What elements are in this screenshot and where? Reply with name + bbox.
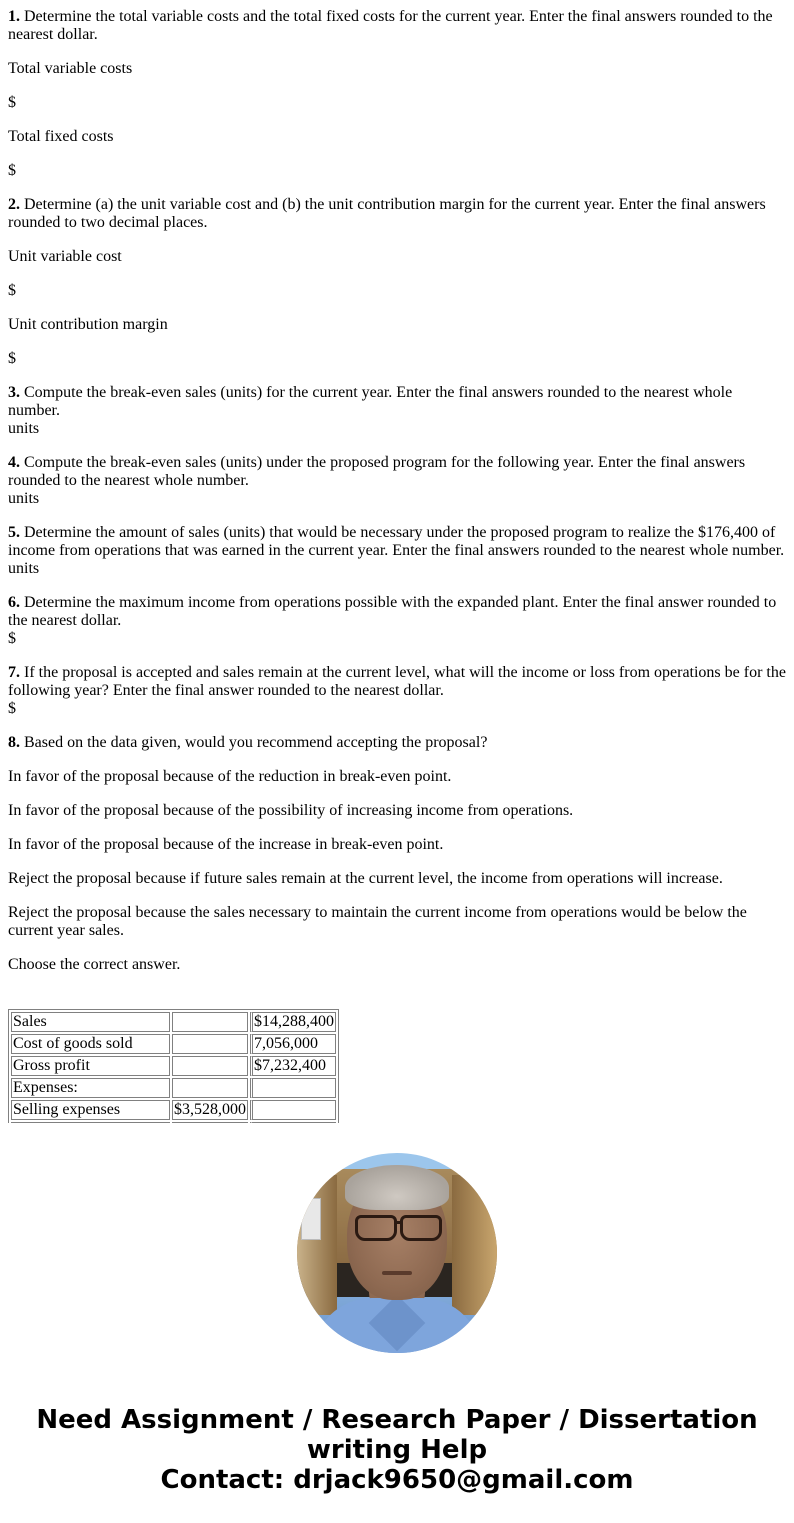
question-number: 3.: [8, 384, 20, 401]
answer-option-1[interactable]: In favor of the proposal because of the reduction in break-even point.: [8, 768, 452, 785]
glasses-icon: [400, 1215, 442, 1241]
field-label-unit-contribution-margin: Unit contribution margin: [8, 316, 168, 333]
row-label: Expenses:: [11, 1078, 170, 1098]
row-col2: $3,528,000: [174, 1101, 246, 1118]
glasses-icon: [355, 1215, 397, 1241]
hair: [345, 1165, 449, 1210]
promo-line-1: Need Assignment / Research Paper / Dissertation: [36, 1405, 758, 1435]
income-statement-table: [8, 1009, 339, 1123]
mouth: [382, 1271, 412, 1275]
row-col2: [172, 1034, 248, 1054]
answer-option-5[interactable]: Reject the proposal because the sales necessary to maintain the current income from operations would be below the current year sales.: [8, 904, 747, 939]
promo-banner: [0, 1405, 794, 1495]
question-text: If the proposal is accepted and sales remain at the current level, what will the income or loss from operations be for the following year? Enter the final answer rounded to the nearest dollar.: [8, 664, 786, 699]
question-text: Determine the total variable costs and the total fixed costs for the current year. Enter the final answers rounded to the nearest dollar.: [8, 8, 773, 43]
question-text: Based on the data given, would you recommend accepting the proposal?: [20, 734, 488, 751]
glasses-bridge: [394, 1221, 402, 1224]
answer-option-2[interactable]: In favor of the proposal because of the possibility of increasing income from operations.: [8, 802, 574, 819]
question-number: 8.: [8, 734, 20, 751]
tutor-avatar-photo: [297, 1153, 497, 1353]
answer-option-3[interactable]: In favor of the proposal because of the increase in break-even point.: [8, 836, 444, 853]
question-3: [8, 384, 788, 438]
question-4: [8, 454, 788, 508]
question-number: 1.: [8, 8, 20, 25]
promo-line-2: writing Help: [306, 1435, 488, 1465]
row-label: Selling expenses: [11, 1100, 170, 1120]
background-wall: [297, 1175, 337, 1315]
question-number: 2.: [8, 196, 20, 213]
promo-contact: Contact: drjack9650@gmail.com: [160, 1465, 634, 1495]
answer-input-income-or-loss[interactable]: $: [8, 700, 16, 717]
answer-input-required-sales-units[interactable]: units: [8, 560, 40, 577]
question-2: [8, 196, 788, 232]
row-col3: [250, 1100, 336, 1120]
table-row: [11, 1056, 336, 1076]
answer-input-breakeven-proposed[interactable]: units: [8, 490, 40, 507]
question-number: 4.: [8, 454, 20, 471]
row-col3: [250, 1122, 336, 1123]
answer-input-breakeven-current[interactable]: units: [8, 420, 40, 437]
row-col3: $7,232,400: [250, 1056, 336, 1076]
row-label: Gross profit: [11, 1056, 170, 1076]
question-number: 5.: [8, 524, 20, 541]
question-8: [8, 734, 788, 752]
question-5: [8, 524, 788, 578]
field-label-total-fixed-costs: Total fixed costs: [8, 128, 114, 145]
question-content: [8, 8, 788, 990]
answer-input-max-income[interactable]: $: [8, 630, 16, 647]
question-text: Determine (a) the unit variable cost and (b) the unit contribution margin for the current year. Enter the final answers rounded to two decimal places.: [8, 196, 766, 231]
question-text: Determine the maximum income from operations possible with the expanded plant. Enter the final answer rounded to the nearest dollar.: [8, 594, 777, 629]
row-col3: $14,288,400: [250, 1012, 336, 1032]
wall-switch: [301, 1198, 321, 1240]
row-label: [11, 1122, 170, 1123]
question-number: 6.: [8, 594, 20, 611]
answer-instruction: Choose the correct answer.: [8, 956, 181, 973]
answer-input-unit-variable-cost[interactable]: $: [8, 282, 16, 299]
question-text: Compute the break-even sales (units) under the proposed program for the following year. Enter the final answers rounded to the nearest whole number.: [8, 454, 746, 489]
row-label: Cost of goods sold: [11, 1034, 170, 1054]
row-col2: [172, 1012, 248, 1032]
field-label-unit-variable-cost: Unit variable cost: [8, 248, 122, 265]
row-col3: [250, 1078, 336, 1098]
table-row: [11, 1078, 336, 1098]
answer-input-total-fixed-costs[interactable]: $: [8, 162, 16, 179]
table-row: [11, 1100, 336, 1120]
question-1: [8, 8, 788, 44]
question-7: [8, 664, 788, 718]
row-label: Sales: [11, 1012, 170, 1032]
table-row: [11, 1034, 336, 1054]
row-col2: [172, 1122, 248, 1123]
row-col2: [172, 1078, 248, 1098]
row-col2: [172, 1056, 248, 1076]
background-wall: [452, 1175, 497, 1315]
question-text: Determine the amount of sales (units) that would be necessary under the proposed program to realize the $176,400 of income from operations that was earned in the current year. Enter the final answers rounded to the nearest whole number.: [8, 524, 785, 559]
answer-option-4[interactable]: Reject the proposal because if future sales remain at the current level, the income from operations will increase.: [8, 870, 723, 887]
question-number: 7.: [8, 664, 20, 681]
question-text: Compute the break-even sales (units) for the current year. Enter the final answers rounded to the nearest whole number.: [8, 384, 733, 419]
answer-input-total-variable-costs[interactable]: $: [8, 94, 16, 111]
field-label-total-variable-costs: Total variable costs: [8, 60, 133, 77]
row-col3: 7,056,000: [250, 1034, 336, 1054]
table-row: [11, 1122, 336, 1123]
answer-input-unit-contribution-margin[interactable]: $: [8, 350, 16, 367]
income-statement-table-container: [8, 1009, 339, 1123]
question-6: [8, 594, 788, 648]
table-row: [11, 1012, 336, 1032]
